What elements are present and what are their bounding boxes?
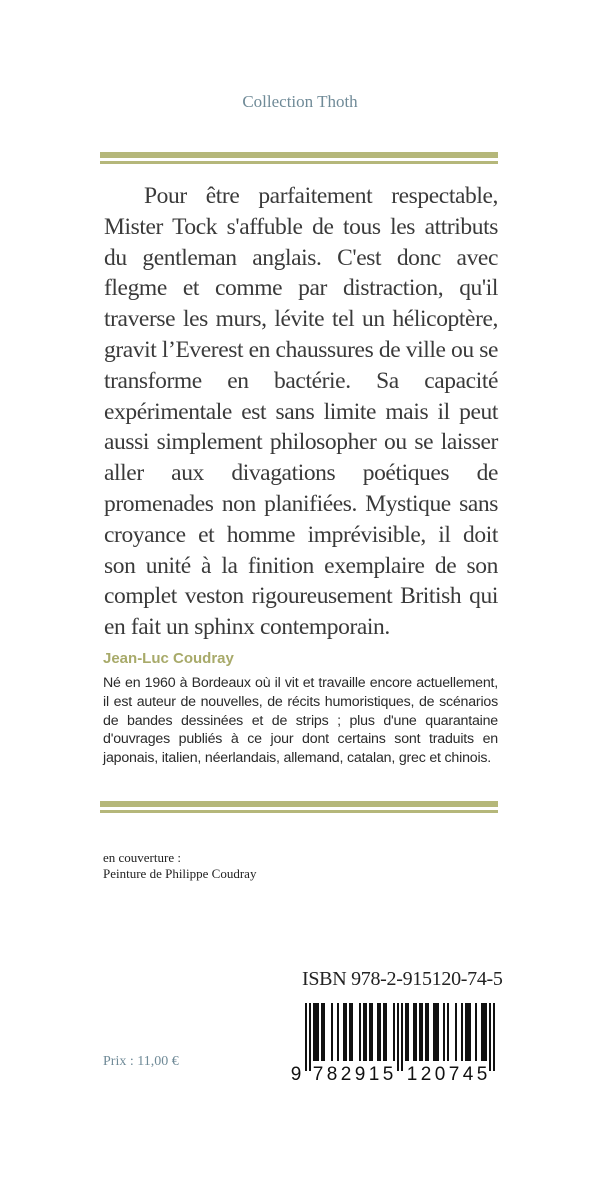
barcode-bar <box>365 1003 367 1061</box>
barcode-bar <box>379 1003 381 1061</box>
barcode-bar <box>455 1003 457 1061</box>
barcode-bar <box>343 1003 345 1061</box>
barcode-bar <box>427 1003 429 1061</box>
barcode-digit: 5 <box>476 1064 488 1083</box>
barcode-bar <box>385 1003 387 1061</box>
barcode-bar <box>397 1003 399 1071</box>
barcode-digit: 7 <box>448 1064 460 1083</box>
barcode-digit: 4 <box>462 1064 474 1083</box>
author-bio: Né en 1960 à Bordeaux où il vit et travaille encore actuellement, il est auteur de nouvelles, de récits humoristiques, de scénarios de bandes dessinées et de strips ; plus d'une quarantaine d'ouvrages publiés à ce jour dont certains sont traduits en japonais, italien, néerlandais, allemand, catalan, grec et chinois. <box>103 675 498 767</box>
barcode-bar <box>393 1003 395 1061</box>
barcode-digit: 2 <box>420 1064 432 1083</box>
barcode-bar <box>413 1003 415 1061</box>
barcode-bar <box>345 1003 347 1061</box>
price-label: Prix : 11,00 € <box>103 1054 179 1069</box>
barcode-bar <box>483 1003 485 1061</box>
barcode-bar <box>359 1003 361 1061</box>
barcode-bar <box>485 1003 487 1061</box>
barcode-digit: 9 <box>354 1064 366 1083</box>
barcode-bar <box>383 1003 385 1061</box>
barcode-bar <box>305 1003 307 1071</box>
barcode-bar <box>331 1003 333 1061</box>
bottom-divider <box>100 801 498 813</box>
barcode-bar <box>401 1003 403 1071</box>
barcode-bar <box>447 1003 449 1061</box>
barcode-bar <box>407 1003 409 1061</box>
barcode-bar <box>461 1003 463 1061</box>
barcode-digit: 0 <box>434 1064 446 1083</box>
barcode-digit: 1 <box>406 1064 418 1083</box>
author-name: Jean-Luc Coudray <box>103 650 234 667</box>
barcode-bar <box>437 1003 439 1061</box>
barcode-bar <box>351 1003 353 1061</box>
barcode-bar <box>369 1003 371 1061</box>
barcode-bar <box>435 1003 437 1061</box>
barcode-digit: 8 <box>326 1064 338 1083</box>
barcode-digit: 9 <box>290 1064 302 1083</box>
barcode-bar <box>313 1003 315 1061</box>
barcode-bar <box>443 1003 445 1061</box>
barcode-bar <box>425 1003 427 1061</box>
barcode-bar <box>489 1003 491 1071</box>
barcode-bar <box>371 1003 373 1061</box>
barcode-bar <box>419 1003 421 1061</box>
barcode-bar <box>433 1003 435 1061</box>
barcode-bar <box>493 1003 495 1071</box>
barcode <box>287 1003 502 1083</box>
barcode-bar <box>465 1003 467 1061</box>
barcode-bar <box>421 1003 423 1061</box>
barcode-digit: 1 <box>368 1064 380 1083</box>
back-cover-blurb: Pour être parfaitement respectable, Mister Tock s'affuble de tous les attributs du gentleman anglais. C'est donc avec flegme et comme par distraction, qu'il traverse les murs, lévite tel un hélicoptère, gravit l’Everest en chaussures de ville ou se transforme en bactérie. Sa capacité expérimentale est sans limite mais il peut aussi simplement philosopher ou se laisser aller aux divagations poétiques de promenades non planifiées. Mystique sans croyance et homme imprévisible, il doit son unité à la finition exemplaire de son complet veston rigoureusement British qui en fait un sphinx contemporain. <box>104 183 498 641</box>
barcode-bar <box>349 1003 351 1061</box>
barcode-bar <box>415 1003 417 1061</box>
barcode-digit: 7 <box>312 1064 324 1083</box>
barcode-bar <box>467 1003 469 1061</box>
barcode-bar <box>481 1003 483 1061</box>
barcode-bar <box>317 1003 319 1061</box>
barcode-bar <box>469 1003 471 1061</box>
barcode-bar <box>309 1003 311 1071</box>
barcode-bar <box>377 1003 379 1061</box>
barcode-bar <box>405 1003 407 1061</box>
barcode-bar <box>315 1003 317 1061</box>
isbn-label: ISBN 978-2-915120-74-5 <box>302 968 503 990</box>
barcode-digit: 2 <box>340 1064 352 1083</box>
cover-label: en couverture : <box>103 850 181 865</box>
top-divider <box>100 152 498 164</box>
barcode-bar <box>363 1003 365 1061</box>
barcode-digit: 5 <box>382 1064 394 1083</box>
barcode-bar <box>321 1003 323 1061</box>
barcode-bar <box>323 1003 325 1061</box>
barcode-bar <box>475 1003 477 1061</box>
barcode-bar <box>337 1003 339 1061</box>
collection-title: Collection Thoth <box>242 92 358 111</box>
cover-credit: Peinture de Philippe Coudray <box>103 866 257 881</box>
